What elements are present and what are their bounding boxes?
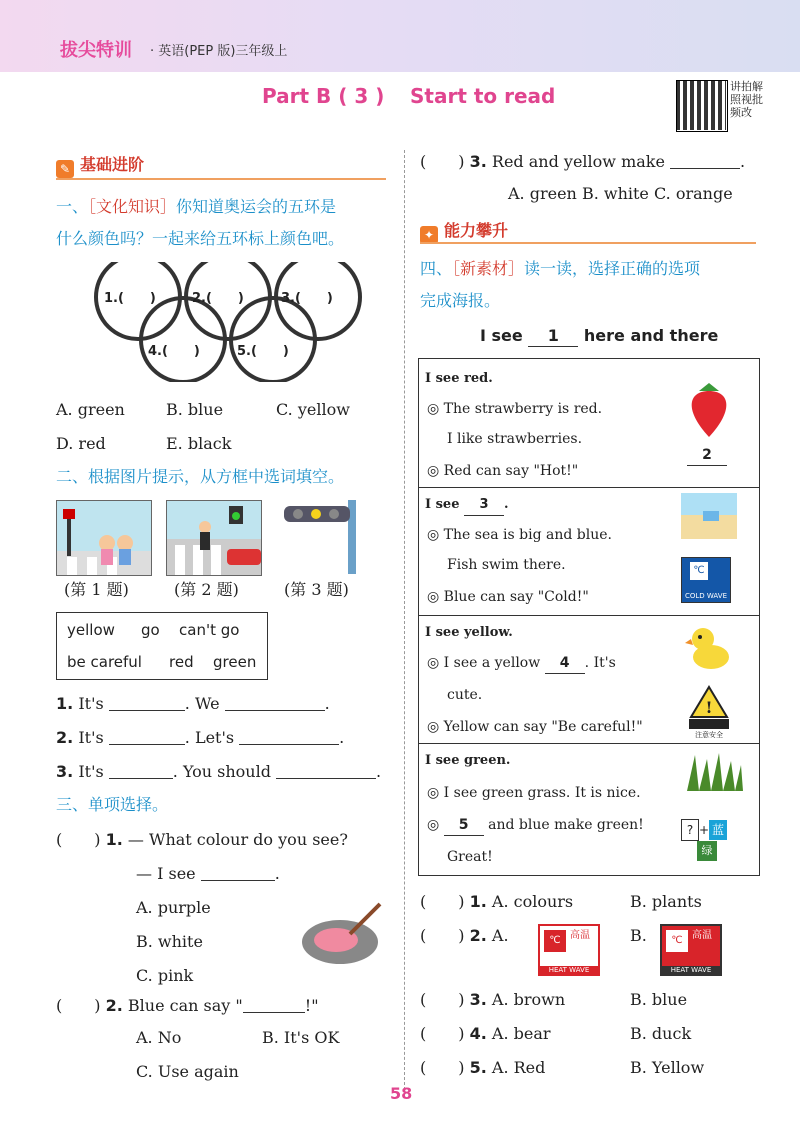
answer-row-5: ( ) 5. A. Red [420,1058,546,1077]
duck-image [685,621,733,671]
poster-title: I see 1 here and there [480,326,719,345]
poster-yellow-line-3: ◎ Yellow can say "Be careful!" [427,719,643,735]
mc-1-question: ( ) 1. — What colour do you see? [56,830,348,849]
thermometer-icon: ℃ [690,562,708,580]
answer-row-4-b: B. duck [630,1024,692,1043]
poster-green-heading: I see green. [425,753,511,768]
poster-row-divider-3 [419,743,759,744]
poster-blank-4[interactable]: 4 [545,653,585,674]
fill-blank-2b[interactable] [239,730,339,745]
question-1-text-2: 什么颜色吗？一起来给五环标上颜色吧。 [56,229,345,248]
fill-line-1: 1. It's . We . [56,694,330,713]
option-e: E. black [166,434,232,453]
ring-label-1[interactable]: 1.( ) [104,291,156,306]
poster-blank-5[interactable]: 5 [444,815,484,836]
poster-red-line-2: I like strawberries. [447,431,583,447]
equation-unknown: ? [681,819,699,841]
section-heading-advanced: ✦ 能力攀升 [420,218,508,244]
poster-yellow-line-1: ◎ I see a yellow 4 . It's [427,653,616,674]
ring-label-2[interactable]: 2.( ) [192,291,244,306]
answer-row-2: ( ) 2. A. [420,926,509,945]
word-be-careful: be careful [67,653,142,671]
mc-2-question: ( ) 2. Blue can say " !" [56,996,319,1015]
mc-2-option-a: A. No [136,1028,182,1047]
ring-5 [231,298,315,382]
heat-wave-sign-a [538,924,600,976]
poster-blank-3[interactable]: 3 [464,495,504,516]
mc-2-option-c: C. Use again [136,1062,239,1081]
mc-3-blank[interactable] [670,154,740,169]
mc-1-option-c: C. pink [136,966,194,985]
poster-row-divider-2 [419,615,759,616]
fill-blank-1b[interactable] [225,696,325,711]
thermometer-icon-b: ℃ [666,930,688,952]
option-c: C. yellow [276,400,350,419]
grass-image [685,751,743,791]
paint-palette-image [300,898,386,968]
answer-paren-2[interactable]: ( ) [56,996,101,1015]
poster-blue-line-1: ◎ The sea is big and blue. [427,527,612,543]
answer-row-4: ( ) 4. A. bear [420,1024,551,1043]
mc-1-blank[interactable] [201,866,275,881]
ring-label-4[interactable]: 4.( ) [148,344,200,359]
answer-row-2-b: B. [630,926,647,945]
section-underline [56,178,386,180]
cold-wave-sign [681,557,731,603]
answer-row-3-b: B. blue [630,990,688,1009]
svg-text:!: ! [705,698,713,717]
crosswalk-children-image [56,500,152,576]
thumbs-up-icon: ✦ [420,226,438,244]
qr-label: 讲拍解照视批频改 [730,80,763,119]
caution-sign [689,685,729,729]
heat-sign-label-b: HEAT WAVE [662,966,720,974]
answer-row-5-b: B. Yellow [630,1058,705,1077]
poster-blue-heading: I see 3 . [425,495,509,516]
caution-sign-label: 注意安全 [695,731,723,739]
column-divider [404,150,405,1090]
walking-man-image [166,500,262,576]
answer-row-3: ( ) 3. A. brown [420,990,566,1009]
word-box [56,612,268,680]
qr-code-border [676,80,728,132]
olympic-rings [90,262,370,382]
page-title-part: Part B ( 3 ) [262,84,385,108]
word-yellow: yellow [67,621,115,639]
page-number: 58 [390,1084,413,1103]
poster-yellow-line-2: cute. [447,687,483,703]
poster [418,358,760,876]
ring-label-5[interactable]: 5.( ) [237,344,289,359]
question-2-text: 二、根据图片提示，从方框中选词填空。 [56,467,345,486]
answer-paren-r5[interactable]: ( ) [420,1058,465,1077]
answer-paren-3[interactable]: ( ) [420,152,465,171]
poster-green-line-2: ◎ 5 and blue make green! [427,815,644,836]
fill-line-3: 3. It's . You should . [56,762,382,781]
page-title-read: Start to read [410,84,556,108]
mc-3-options: A. green B. white C. orange [508,184,733,203]
poster-green-line-3: Great! [447,849,493,865]
word-red: red [169,653,194,671]
color-equation: ? + 蓝 [681,819,751,841]
poster-green-line-1: ◎ I see green grass. It is nice. [427,785,641,801]
heat-sign-cn-a: 高温 [570,930,590,941]
option-d: D. red [56,434,106,453]
heat-sign-cn-b: 高温 [692,930,712,941]
option-a: A. green [56,400,125,419]
answer-paren-1[interactable]: ( ) [56,830,101,849]
option-b: B. blue [166,400,224,419]
fill-blank-3b[interactable] [276,764,376,779]
section-heading-basic: ✎ 基础进阶 [56,152,144,178]
ring-4 [141,298,225,382]
poster-red-heading: I see red. [425,371,493,386]
word-cant-go: can't go [179,621,240,639]
mc-2-blank[interactable] [243,998,305,1013]
poster-blue-line-2: Fish swim there. [447,557,566,573]
equation-blue: 蓝 [709,820,727,840]
fill-blank-2a[interactable] [109,730,185,745]
section-underline-2 [420,242,756,244]
question-1-text: 一、［文化知识］你知道奥运会的五环是 [56,197,337,216]
question-3-text: 三、单项选择。 [56,795,169,814]
pencil-icon: ✎ [56,160,74,178]
picture-label-1: (第 1 题) [64,580,129,599]
mc-1-option-a: A. purple [136,898,211,917]
beach-image [681,493,737,539]
poster-blank-2[interactable]: 2 [687,445,727,466]
mc-1-option-b: B. white [136,932,203,951]
mc-1-answer-line: — I see . [136,864,280,883]
mc-3-question: ( ) 3. Red and yellow make . [420,152,746,171]
answer-paren-r3[interactable]: ( ) [420,990,465,1009]
book-subject: · 英语(PEP 版)三年级上 [150,44,288,59]
equation-green: 绿 [697,841,717,861]
poster-blue-line-3: ◎ Blue can say "Cold!" [427,589,589,605]
poster-yellow-heading: I see yellow. [425,625,513,640]
answer-paren-r2[interactable]: ( ) [420,926,465,945]
poster-red-line-3: ◎ Red can say "Hot!" [427,463,579,479]
answer-paren-r4[interactable]: ( ) [420,1024,465,1043]
fill-blank-1a[interactable] [109,696,185,711]
heat-sign-label-a: HEAT WAVE [540,966,598,974]
thermometer-icon-a: ℃ [544,930,566,952]
ring-label-3[interactable]: 3.( ) [281,291,333,306]
question-4-text-2: 完成海报。 [420,291,501,310]
strawberry-image [681,379,737,439]
poster-title-blank[interactable]: 1 [528,326,578,347]
mc-2-option-b: B. It's OK [262,1028,340,1047]
word-go: go [141,621,160,639]
heat-wave-sign-b [660,924,722,976]
answer-paren-r1[interactable]: ( ) [420,892,465,911]
poster-red-line-1: ◎ The strawberry is red. [427,401,603,417]
answer-row-1: ( ) 1. A. colours [420,892,574,911]
fill-line-2: 2. It's . Let's . [56,728,345,747]
answer-row-1-b: B. plants [630,892,702,911]
picture-label-2: (第 2 题) [174,580,239,599]
cold-wave-label: COLD WAVE [684,592,727,600]
brand-logo: 拔尖特训 [60,40,132,61]
question-4-text: 四、［新素材］读一读，选择正确的选项 [420,259,701,278]
picture-label-3: (第 3 题) [284,580,349,599]
poster-row-divider-1 [419,487,759,488]
word-green: green [213,653,257,671]
fill-blank-3a[interactable] [109,764,173,779]
traffic-light-image [278,500,362,574]
